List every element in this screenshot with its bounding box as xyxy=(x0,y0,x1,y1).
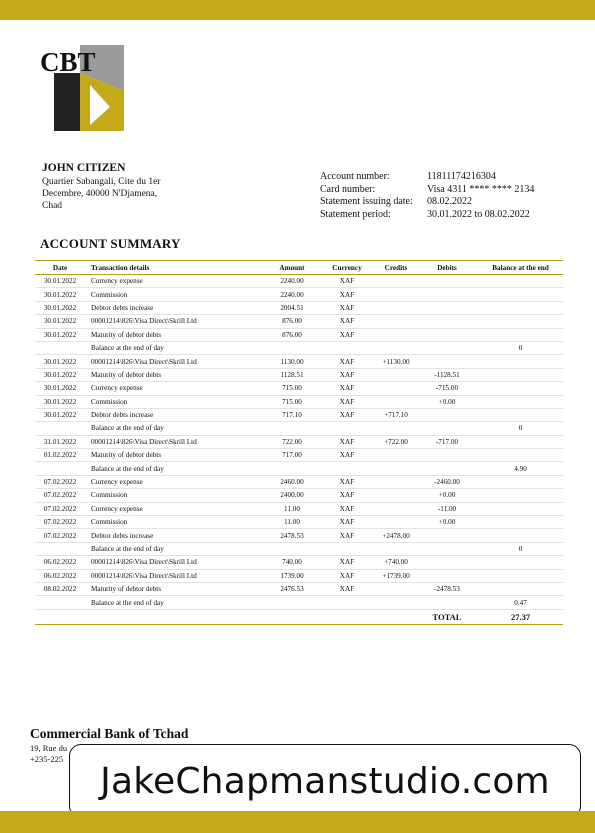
cell-date: 08.02.2022 xyxy=(43,585,77,594)
cell-debits: +0.00 xyxy=(438,397,456,406)
table-row xyxy=(35,275,563,288)
cbt-logo xyxy=(40,45,124,131)
cell-debits xyxy=(416,422,478,435)
cell-details: 00001214\826\Visa Direct\Skrill Ltd xyxy=(91,357,197,366)
cell-credits xyxy=(376,489,416,502)
table-row xyxy=(35,596,563,609)
cell-amount: 876.00 xyxy=(282,317,302,326)
cell-currency: XAF xyxy=(339,370,355,379)
cell-debits xyxy=(416,449,478,462)
statement-period-row xyxy=(320,209,534,222)
cell-currency: XAF xyxy=(339,478,355,487)
cell-credits: +740.00 xyxy=(384,558,408,567)
cell-currency: XAF xyxy=(339,290,355,299)
cell-balance: 4.90 xyxy=(514,464,527,473)
cell-credits: +1130.00 xyxy=(382,357,410,366)
cell-credits xyxy=(376,301,416,314)
cell-amount xyxy=(266,596,318,609)
cell-details: Currency expense xyxy=(91,384,143,393)
cell-balance xyxy=(478,475,563,488)
cell-balance: 0.47 xyxy=(514,598,527,607)
cell-details: Maturity of debtor debts xyxy=(91,585,162,594)
cell-amount: 2240.00 xyxy=(280,277,304,286)
cell-amount: 11.00 xyxy=(284,504,300,513)
cell-currency: XAF xyxy=(339,518,355,527)
cell-credits xyxy=(376,449,416,462)
cell-amount: 1130.00 xyxy=(280,357,304,366)
cell-credits xyxy=(376,502,416,515)
cell-debits xyxy=(416,462,478,475)
cell-debits xyxy=(416,301,478,314)
cell-balance xyxy=(478,489,563,502)
cell-currency xyxy=(318,462,376,475)
table-header-row xyxy=(35,261,563,275)
table-row xyxy=(35,382,563,395)
cell-balance xyxy=(478,408,563,421)
cell-debits xyxy=(416,355,478,368)
cell-details: Currency expense xyxy=(91,277,143,286)
cell-details: Debtor debts increase xyxy=(91,303,154,312)
cell-currency: XAF xyxy=(339,437,355,446)
table-row xyxy=(35,529,563,542)
cell-balance xyxy=(478,569,563,582)
cell-currency: XAF xyxy=(339,504,355,513)
customer-name: JOHN CITIZEN xyxy=(42,162,126,174)
account-summary-title: ACCOUNT SUMMARY xyxy=(40,236,181,251)
cell-balance xyxy=(478,382,563,395)
cell-details: Currency expense xyxy=(91,478,143,487)
cell-date: 30.01.2022 xyxy=(43,397,77,406)
cell-debits xyxy=(416,341,478,354)
cell-debits xyxy=(416,556,478,569)
cell-date: 06.02.2022 xyxy=(43,571,77,580)
cell-debits: -717.00 xyxy=(435,437,459,446)
cell-date: 30.01.2022 xyxy=(43,370,77,379)
cell-details: 00001214\826\Visa Direct\Skrill Ltd xyxy=(91,437,197,446)
cell-debits xyxy=(416,542,478,555)
table-row xyxy=(35,569,563,582)
cell-amount xyxy=(266,462,318,475)
cell-balance xyxy=(478,315,563,328)
header-currency: Currency xyxy=(332,263,362,272)
cell-currency: XAF xyxy=(339,451,355,460)
cell-debits xyxy=(416,569,478,582)
cell-credits xyxy=(376,288,416,301)
table-row xyxy=(35,328,563,341)
statement-period-value: 30.01.2022 to 08.02.2022 xyxy=(427,208,530,220)
cell-date: 30.01.2022 xyxy=(43,303,77,312)
bank-address-line1: 19, Rue du xyxy=(30,743,68,753)
cell-credits xyxy=(376,315,416,328)
cell-balance xyxy=(478,516,563,529)
cell-credits xyxy=(376,582,416,595)
cell-currency: XAF xyxy=(339,585,355,594)
cell-balance: 0 xyxy=(518,424,523,433)
table-row xyxy=(35,422,563,435)
cell-debits: -715.00 xyxy=(435,384,459,393)
cell-amount xyxy=(266,422,318,435)
cell-currency: XAF xyxy=(339,531,355,540)
total-value: 27.37 xyxy=(510,611,531,622)
table-row xyxy=(35,395,563,408)
cell-currency: XAF xyxy=(339,571,355,580)
cell-balance xyxy=(478,288,563,301)
account-number-value: 11811174216304 xyxy=(427,171,496,182)
cell-credits xyxy=(376,341,416,354)
cell-details: 00001214\826\Visa Direct\Skrill Ltd xyxy=(91,571,197,580)
table-row xyxy=(35,408,563,421)
table-row xyxy=(35,542,563,555)
cell-details: Debtor debts increase xyxy=(91,531,154,540)
cell-date: 30.01.2022 xyxy=(43,317,77,326)
cell-balance xyxy=(478,301,563,314)
cell-currency xyxy=(318,596,376,609)
cell-details: Commission xyxy=(91,290,128,299)
cell-amount: 717.10 xyxy=(282,411,302,420)
total-label: TOTAL xyxy=(432,611,462,622)
cell-details: 00001214\826\Visa Direct\Skrill Ltd xyxy=(91,317,197,326)
cell-debits: -2460.00 xyxy=(434,478,460,487)
cell-debits: -1128.51 xyxy=(434,370,460,379)
cell-credits xyxy=(376,328,416,341)
issue-date-row xyxy=(320,196,534,209)
table-row xyxy=(35,489,563,502)
cell-credits: +722.00 xyxy=(384,437,408,446)
cell-debits xyxy=(416,408,478,421)
cell-currency: XAF xyxy=(339,330,355,339)
cell-amount: 2004.51 xyxy=(280,303,304,312)
cell-balance xyxy=(478,449,563,462)
cell-date xyxy=(35,542,85,555)
table-row xyxy=(35,449,563,462)
cell-balance xyxy=(478,435,563,448)
cell-amount: 2460.00 xyxy=(280,478,304,487)
cell-date: 01.02.2022 xyxy=(43,451,77,460)
cell-amount: 715.00 xyxy=(282,384,302,393)
cell-currency: XAF xyxy=(339,357,355,366)
statement-period-label: Statement period: xyxy=(320,208,391,220)
cell-currency xyxy=(318,422,376,435)
card-number-row xyxy=(320,184,534,197)
cell-currency: XAF xyxy=(339,491,355,500)
cell-credits xyxy=(376,422,416,435)
cell-date: 07.02.2022 xyxy=(43,491,77,500)
cell-debits xyxy=(416,315,478,328)
cell-amount xyxy=(266,542,318,555)
table-row xyxy=(35,462,563,475)
cell-currency: XAF xyxy=(339,303,355,312)
cell-debits: +0.00 xyxy=(438,491,456,500)
cell-date xyxy=(35,341,85,354)
cell-date: 07.02.2022 xyxy=(43,518,77,527)
customer-address: Quartier Sabangali, Cite du 1er Decembre, 40000 N'Djamena, Chad xyxy=(42,177,161,211)
cell-date: 30.01.2022 xyxy=(43,290,77,299)
cell-currency: XAF xyxy=(339,397,355,406)
cell-details: Debtor debts increase xyxy=(91,411,154,420)
cell-debits xyxy=(416,328,478,341)
table-row xyxy=(35,475,563,488)
cell-balance xyxy=(478,395,563,408)
cell-amount: 2476.53 xyxy=(280,585,304,594)
cell-amount: 722.00 xyxy=(282,437,302,446)
account-number-label: Account number: xyxy=(320,171,390,182)
cell-currency xyxy=(318,341,376,354)
bottom-band xyxy=(0,811,595,833)
customer-block xyxy=(42,162,177,212)
cell-amount: 740.00 xyxy=(282,558,302,567)
cell-credits xyxy=(376,516,416,529)
cell-details: Maturity of debtor debts xyxy=(91,451,162,460)
cell-date: 07.02.2022 xyxy=(43,478,77,487)
header-credits: Credits xyxy=(384,263,408,272)
cell-balance: 0 xyxy=(518,344,523,353)
cell-date xyxy=(35,596,85,609)
table-row xyxy=(35,582,563,595)
cell-credits xyxy=(376,395,416,408)
cell-debits: -11.00 xyxy=(437,504,457,513)
watermark-banner: JakeChapmanstudio.com xyxy=(69,744,581,818)
cell-currency: XAF xyxy=(339,277,355,286)
cell-details: Commission xyxy=(91,491,128,500)
table-row xyxy=(35,301,563,314)
bank-address-line2: +235-225 xyxy=(30,754,64,764)
cell-debits: -2478.53 xyxy=(434,585,460,594)
cell-details: Currency expense xyxy=(91,504,143,513)
table-row xyxy=(35,288,563,301)
cell-credits xyxy=(376,596,416,609)
cell-amount: 2478.53 xyxy=(280,531,304,540)
header-date: Date xyxy=(52,263,68,272)
cell-amount: 1739.00 xyxy=(280,571,304,580)
account-number-row xyxy=(320,171,534,184)
cell-currency: XAF xyxy=(339,411,355,420)
card-number-value: Visa 4311 **** **** 2134 xyxy=(427,183,535,195)
cell-balance xyxy=(478,355,563,368)
cell-date: 06.02.2022 xyxy=(43,558,77,567)
cell-details: 00001214\826\Visa Direct\Skrill Ltd xyxy=(91,558,197,567)
header-details: Transaction details xyxy=(91,263,150,272)
top-band xyxy=(0,0,595,20)
cell-date: 30.01.2022 xyxy=(43,411,77,420)
issue-date-value: 08.02.2022 xyxy=(427,196,472,207)
cell-credits: +717.10 xyxy=(384,411,408,420)
cell-date xyxy=(35,422,85,435)
cell-details: Balance at the end of day xyxy=(91,545,164,553)
cell-debits xyxy=(416,275,478,288)
cell-details: Maturity of debtor debts xyxy=(91,370,162,379)
cell-date: 30.01.2022 xyxy=(43,277,77,286)
cell-credits xyxy=(376,462,416,475)
cell-amount: 11.00 xyxy=(284,518,300,527)
cell-credits: +1739.00 xyxy=(382,571,410,580)
cell-debits xyxy=(416,529,478,542)
cell-credits xyxy=(376,368,416,381)
cell-balance xyxy=(478,368,563,381)
table-row xyxy=(35,516,563,529)
cell-credits xyxy=(376,475,416,488)
cell-details: Balance at the end of day xyxy=(91,464,164,473)
cell-details: Balance at the end of day xyxy=(91,598,164,607)
cell-credits xyxy=(376,382,416,395)
table-row xyxy=(35,556,563,569)
cell-balance xyxy=(478,556,563,569)
total-row xyxy=(35,609,563,624)
cell-amount: 1128.51 xyxy=(280,370,304,379)
account-details xyxy=(320,171,534,221)
cell-currency: XAF xyxy=(339,558,355,567)
header-amount: Amount xyxy=(279,263,305,272)
cell-amount: 2240.00 xyxy=(280,290,304,299)
issue-date-label: Statement issuing date: xyxy=(320,196,413,207)
cell-amount: 717.00 xyxy=(282,451,302,460)
bank-name: Commercial Bank of Tchad xyxy=(30,726,189,741)
cell-details: Commission xyxy=(91,518,128,527)
cell-balance xyxy=(478,582,563,595)
cell-details: Maturity of debtor debts xyxy=(91,330,162,339)
cell-debits xyxy=(416,596,478,609)
cell-details: Commission xyxy=(91,397,128,406)
cell-balance xyxy=(478,275,563,288)
table-row xyxy=(35,368,563,381)
cell-date: 30.01.2022 xyxy=(43,384,77,393)
cell-amount: 876.00 xyxy=(282,330,302,339)
cell-balance xyxy=(478,502,563,515)
cell-date: 07.02.2022 xyxy=(43,531,77,540)
cell-balance xyxy=(478,328,563,341)
cell-date: 31.01.2022 xyxy=(43,437,77,446)
cell-amount xyxy=(266,341,318,354)
transactions-table xyxy=(35,260,563,625)
cell-details: Balance at the end of day xyxy=(91,424,164,433)
cell-date xyxy=(35,462,85,475)
cell-currency xyxy=(318,542,376,555)
cell-details: Balance at the end of day xyxy=(91,344,164,353)
cell-amount: 2400.00 xyxy=(280,491,304,500)
cell-balance: 0 xyxy=(518,545,523,553)
cell-amount: 715.00 xyxy=(282,397,302,406)
cell-date: 30.01.2022 xyxy=(43,357,77,366)
cell-currency: XAF xyxy=(339,317,355,326)
cell-currency: XAF xyxy=(339,384,355,393)
card-number-label: Card number: xyxy=(320,183,376,195)
table-row xyxy=(35,502,563,515)
header-balance: Balance at the end xyxy=(492,263,549,272)
cell-date: 07.02.2022 xyxy=(43,504,77,513)
table-row xyxy=(35,341,563,354)
table-row xyxy=(35,355,563,368)
cell-credits: +2478.00 xyxy=(382,531,410,540)
logo-text: CBT xyxy=(40,47,96,77)
cell-credits xyxy=(376,275,416,288)
cell-debits: +0.00 xyxy=(438,518,456,527)
header-debits: Debits xyxy=(437,263,457,272)
cell-date: 30.01.2022 xyxy=(43,330,77,339)
cell-debits xyxy=(416,288,478,301)
table-row xyxy=(35,435,563,448)
table-row xyxy=(35,315,563,328)
cell-credits xyxy=(376,542,416,555)
cell-balance xyxy=(478,529,563,542)
